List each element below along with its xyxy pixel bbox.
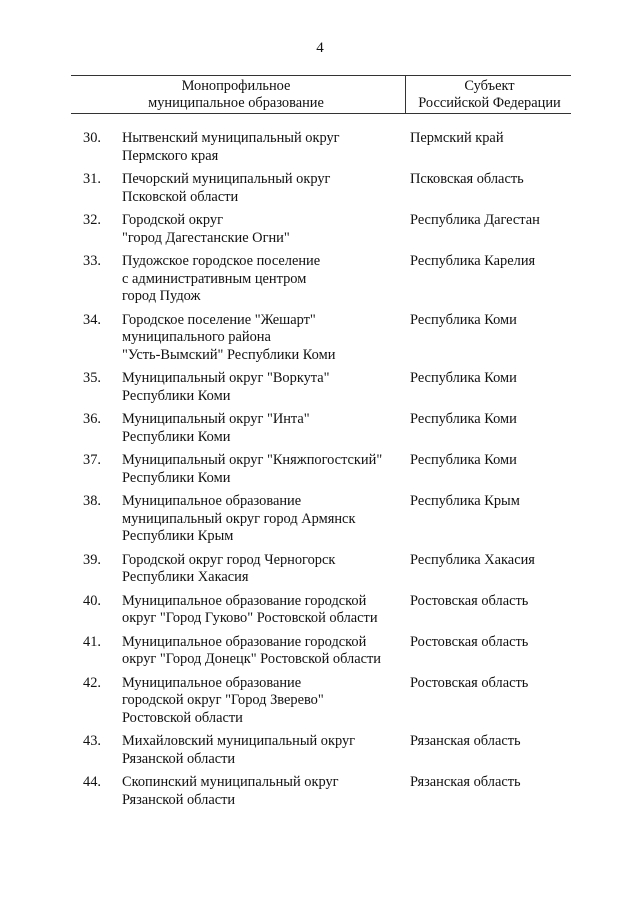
header-col-subject bbox=[408, 78, 571, 112]
municipality-name-line: Городской округ город Черногорск bbox=[122, 551, 336, 568]
federal-subject: Республика Коми bbox=[410, 370, 517, 386]
row-number: 32. bbox=[83, 212, 101, 228]
municipality-name-line: Муниципальный округ "Княжпогостский" bbox=[122, 452, 383, 468]
municipality-name-line: городской округ "Город Зверево" bbox=[122, 692, 324, 708]
municipality-name bbox=[122, 675, 407, 728]
federal-subject: Республика Карелия bbox=[410, 253, 536, 269]
header-col1-line2: муниципальное образование bbox=[148, 95, 324, 111]
federal-subject: Псковская область bbox=[410, 171, 524, 187]
municipality-name-line: муниципального района bbox=[122, 329, 271, 345]
municipality-name-line: Рязанской области bbox=[122, 791, 236, 808]
table-row bbox=[0, 171, 640, 212]
municipality-name-line: Республики Коми bbox=[122, 469, 231, 486]
table-row bbox=[0, 634, 640, 675]
municipality-name-line: Муниципальное образование bbox=[122, 493, 302, 509]
municipality-name-line: Республики Хакасия bbox=[122, 569, 249, 585]
municipality-name bbox=[122, 774, 407, 809]
municipality-name-line: Ростовской области bbox=[122, 709, 243, 726]
municipality-name-line: Муниципальное образование bbox=[122, 674, 302, 691]
federal-subject: Республика Дагестан bbox=[410, 212, 540, 228]
municipality-name-line: Скопинский муниципальный округ bbox=[122, 774, 339, 790]
municipality-name-line: округ "Город Донецк" Ростовской области bbox=[122, 651, 382, 667]
row-number: 36. bbox=[83, 411, 101, 427]
row-number: 34. bbox=[83, 311, 101, 328]
municipality-name-line: Муниципальное образование городской bbox=[122, 633, 367, 650]
table-body bbox=[0, 130, 640, 815]
municipality-name bbox=[122, 212, 407, 247]
federal-subject: Ростовская область bbox=[410, 633, 529, 650]
municipality-name-line: город Пудож bbox=[122, 288, 201, 304]
municipality-name bbox=[122, 171, 407, 206]
header-col1-line1: Монопрофильное bbox=[181, 78, 291, 94]
row-number: 35. bbox=[83, 370, 101, 386]
municipality-name-line: Муниципальное образование городской bbox=[122, 592, 367, 609]
table-row bbox=[0, 130, 640, 171]
row-number: 38. bbox=[83, 493, 101, 509]
municipality-name bbox=[122, 312, 407, 365]
federal-subject: Республика Коми bbox=[410, 311, 517, 328]
federal-subject: Ростовская область bbox=[410, 592, 529, 609]
row-number: 33. bbox=[83, 253, 101, 269]
federal-subject: Республика Коми bbox=[410, 452, 517, 468]
municipality-name bbox=[122, 493, 407, 546]
municipality-name-line: Псковской области bbox=[122, 188, 239, 205]
federal-subject: Рязанская область bbox=[410, 733, 521, 749]
municipality-name-line: с административным центром bbox=[122, 270, 307, 287]
federal-subject: Пермский край bbox=[410, 130, 504, 146]
municipality-name bbox=[122, 452, 407, 487]
municipality-name bbox=[122, 370, 407, 405]
header-col2-line2: Российской Федерации bbox=[418, 95, 561, 111]
header-divider bbox=[405, 76, 406, 113]
municipality-name bbox=[122, 733, 407, 768]
municipality-name-line: Михайловский муниципальный округ bbox=[122, 733, 356, 749]
municipality-name-line: "Усть-Вымский" Республики Коми bbox=[122, 346, 336, 363]
municipality-name-line: Печорский муниципальный округ bbox=[122, 171, 331, 187]
municipality-name bbox=[122, 593, 407, 628]
row-number: 44. bbox=[83, 774, 101, 790]
row-number: 30. bbox=[83, 130, 101, 146]
page-number: 4 bbox=[316, 40, 324, 56]
municipality-name-line: Пермского края bbox=[122, 147, 219, 164]
table-row bbox=[0, 675, 640, 734]
row-number: 40. bbox=[83, 592, 101, 609]
municipality-name-line: "город Дагестанские Огни" bbox=[122, 229, 290, 246]
municipality-name-line: Республики Коми bbox=[122, 428, 231, 445]
municipality-name bbox=[122, 634, 407, 669]
row-number: 39. bbox=[83, 551, 101, 568]
row-number: 42. bbox=[83, 674, 101, 691]
header-col-municipality bbox=[71, 78, 401, 112]
row-number: 43. bbox=[83, 733, 101, 749]
municipality-name bbox=[122, 130, 407, 165]
municipality-name-line: муниципальный округ город Армянск bbox=[122, 510, 356, 527]
municipality-name-line: Пудожское городское поселение bbox=[122, 253, 321, 269]
federal-subject: Республика Хакасия bbox=[410, 551, 535, 568]
federal-subject: Республика Коми bbox=[410, 411, 517, 427]
table-header bbox=[71, 75, 571, 114]
table-row bbox=[0, 411, 640, 452]
municipality-name bbox=[122, 253, 407, 306]
row-number: 41. bbox=[83, 633, 101, 650]
municipality-name-line: Рязанской области bbox=[122, 750, 236, 767]
table-row bbox=[0, 774, 640, 815]
table-row bbox=[0, 212, 640, 253]
table-row bbox=[0, 593, 640, 634]
municipality-name-line: Нытвенский муниципальный округ bbox=[122, 130, 340, 146]
municipality-name-line: Республики Коми bbox=[122, 387, 231, 404]
federal-subject: Республика Крым bbox=[410, 493, 520, 509]
federal-subject: Ростовская область bbox=[410, 674, 529, 691]
table-row bbox=[0, 253, 640, 312]
table-row bbox=[0, 452, 640, 493]
table-row bbox=[0, 493, 640, 552]
row-number: 31. bbox=[83, 171, 101, 187]
federal-subject: Рязанская область bbox=[410, 774, 521, 790]
header-col2-line1: Субъект bbox=[464, 78, 515, 94]
municipality-name-line: Городской округ bbox=[122, 212, 223, 228]
municipality-name-line: Муниципальный округ "Воркута" bbox=[122, 370, 330, 386]
table-row bbox=[0, 370, 640, 411]
municipality-name-line: Республики Крым bbox=[122, 528, 234, 544]
municipality-name-line: Муниципальный округ "Инта" bbox=[122, 411, 310, 427]
table-row bbox=[0, 733, 640, 774]
municipality-name bbox=[122, 552, 407, 587]
municipality-name bbox=[122, 411, 407, 446]
municipality-name-line: Городское поселение "Жешарт" bbox=[122, 311, 316, 328]
municipality-name-line: округ "Город Гуково" Ростовской области bbox=[122, 610, 378, 626]
table-row bbox=[0, 312, 640, 371]
table-row bbox=[0, 552, 640, 593]
row-number: 37. bbox=[83, 452, 101, 468]
